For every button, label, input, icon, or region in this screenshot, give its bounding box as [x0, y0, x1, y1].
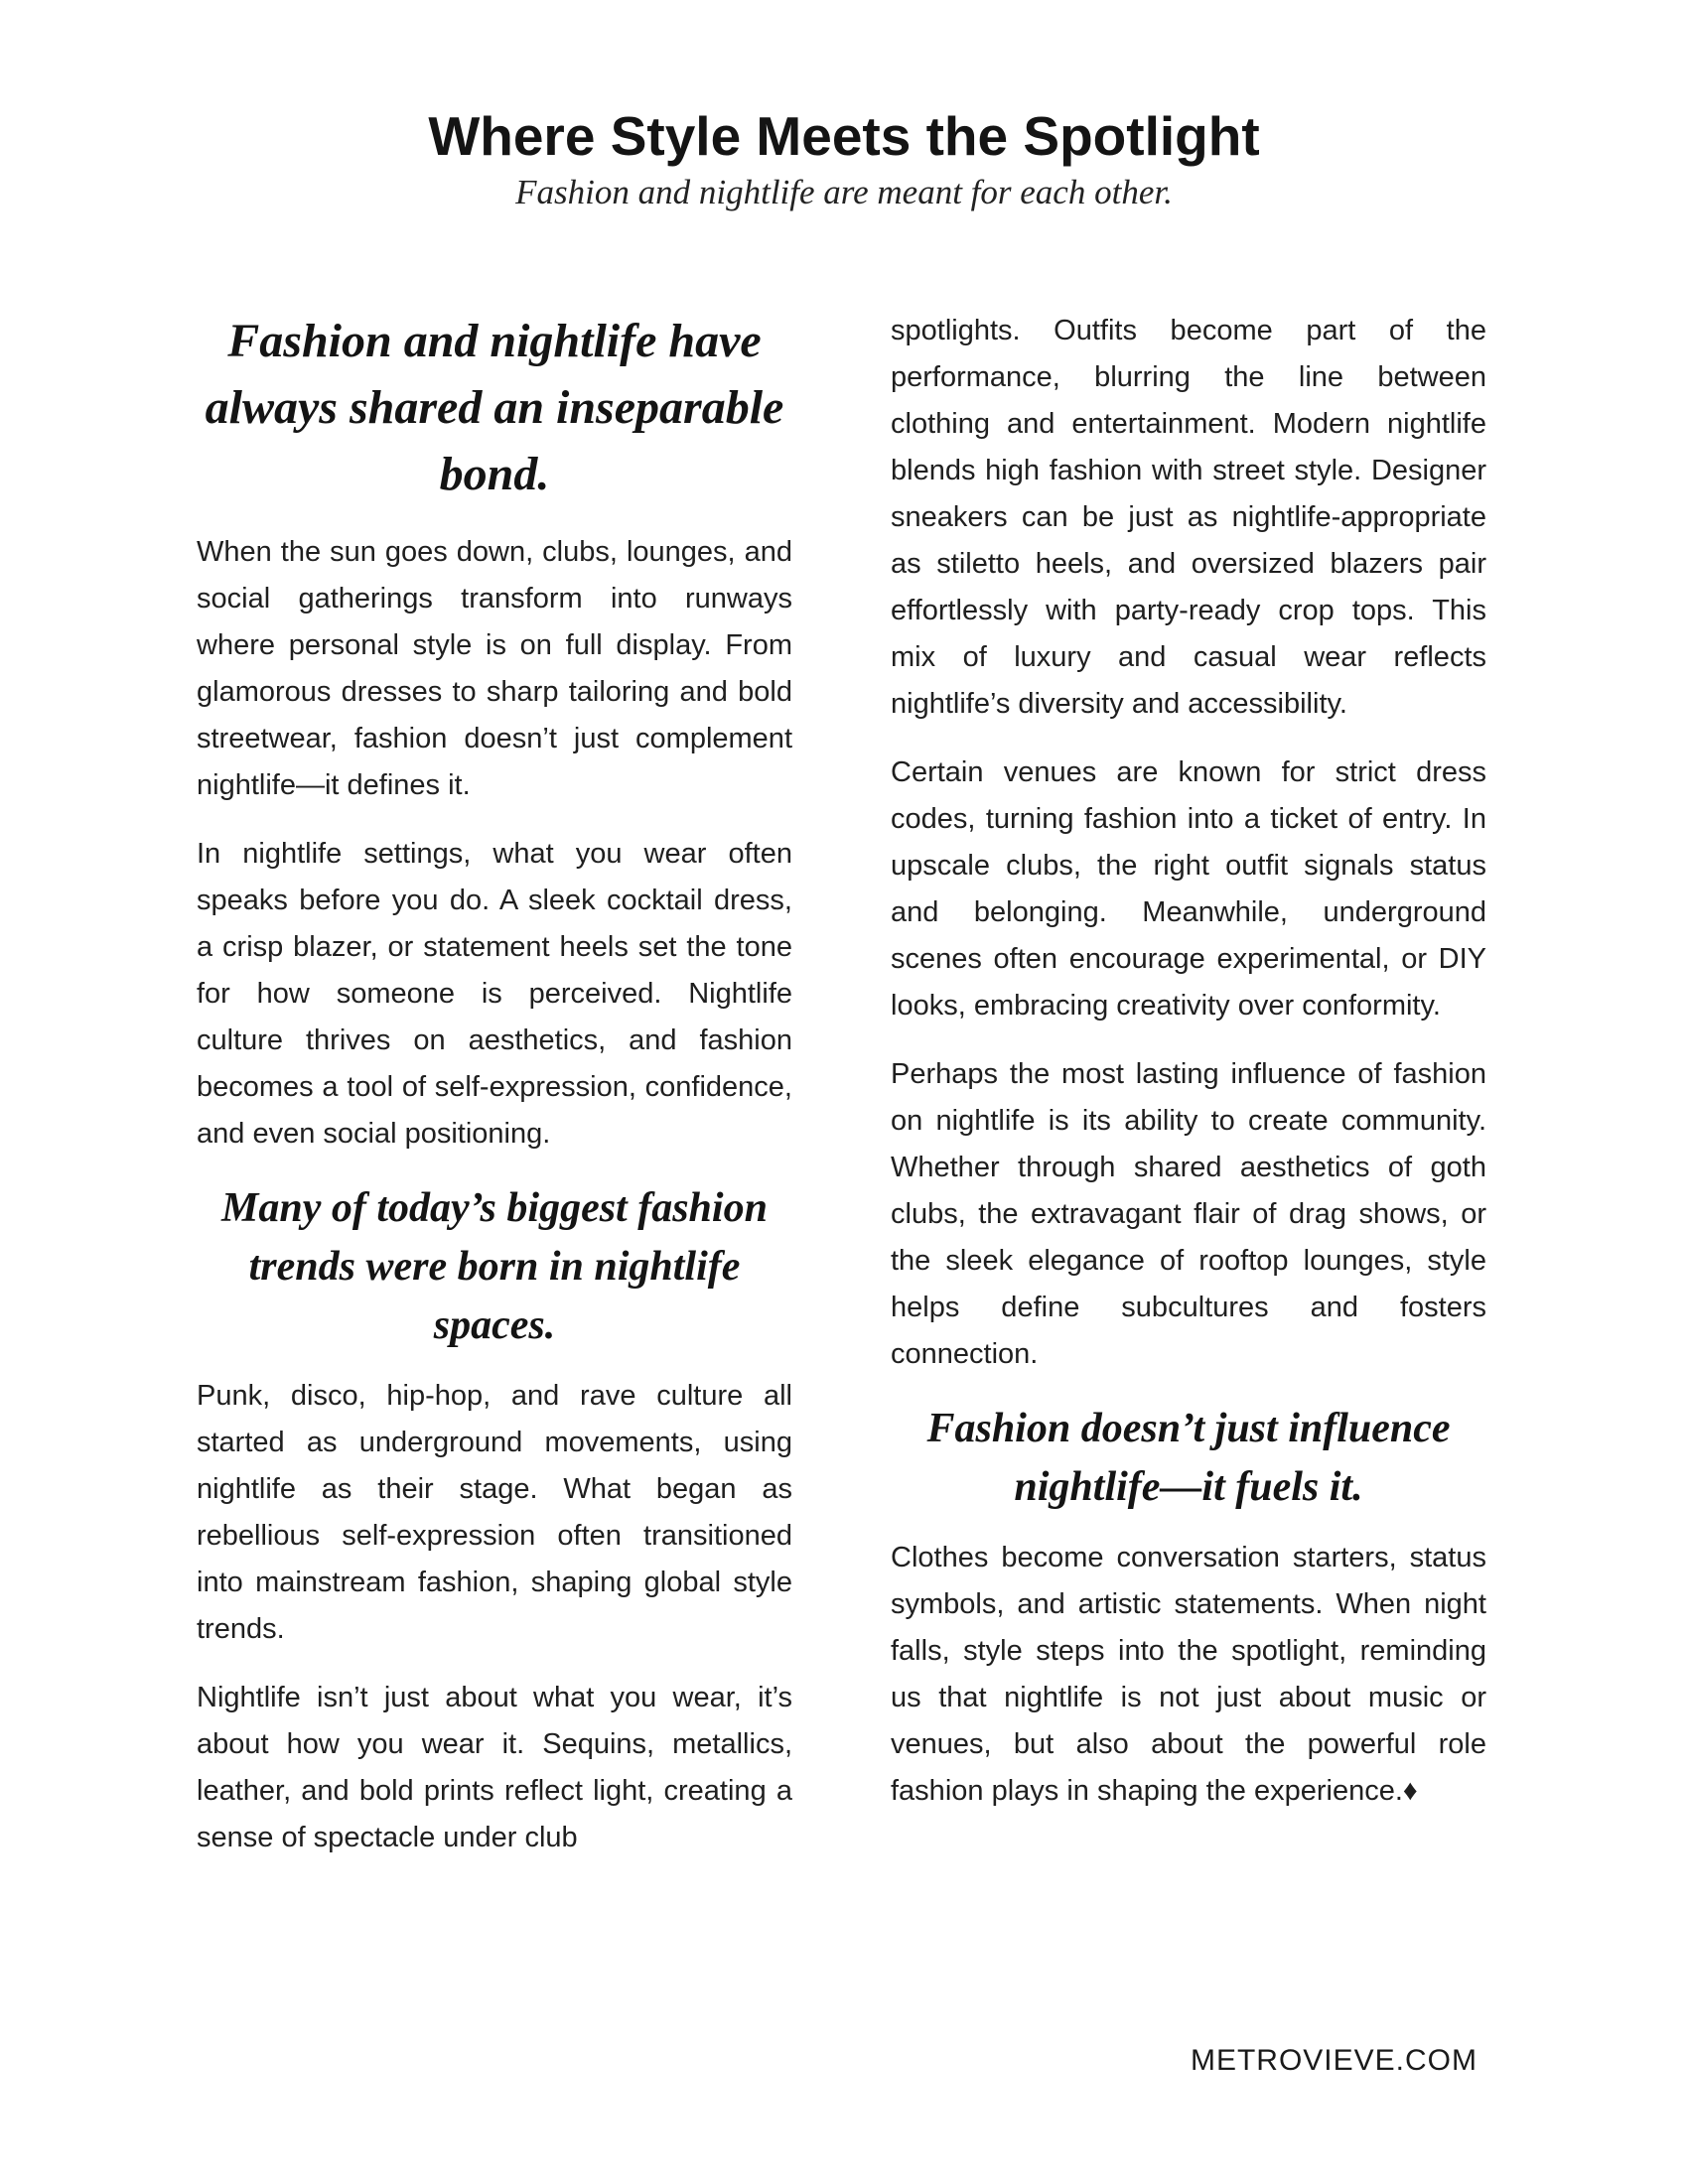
- right-column: [891, 308, 1486, 1837]
- footer-site-url: METROVIEVE.COM: [1190, 2044, 1477, 2077]
- paragraph-7: Perhaps the most lasting influence of fashion on nightlife is its ability to create community. Whether through shared aesthetics of goth clubs, the extravagant flair of drag shows, or the sleek elegance of rooftop lounges, style helps define subcultures and fosters connection.: [891, 1058, 1486, 1370]
- article-title: Where Style Meets the Spotlight: [428, 105, 1260, 167]
- paragraph-4: Nightlife isn’t just about what you wear, it’s about how you wear it. Sequins, metallics, leather, and bold prints reflect light, creating a sense of spectacle under club: [197, 1682, 792, 1853]
- paragraph-3: Punk, disco, hip-hop, and rave culture all started as underground movements, using nightlife as their stage. What began as rebellious self-expression often transitioned into mainstream fashion, shaping global style trends.: [197, 1380, 792, 1645]
- paragraph-6: Certain venues are known for strict dress codes, turning fashion into a ticket of entry. In upscale clubs, the right outfit signals status and belonging. Meanwhile, underground scenes often encourage experimental, or DIY looks, embracing creativity over conformity.: [891, 756, 1486, 1022]
- paragraph-2: In nightlife settings, what you wear often speaks before you do. A sleek cocktail dress, a crisp blazer, or statement heels set the tone for how someone is perceived. Nightlife culture thrives on aesthetics, and fashion becomes a tool of self-expression, confidence, and even social positioning.: [197, 838, 792, 1150]
- article-header: [0, 103, 1688, 214]
- pull-quote-1: Fashion and nightlife have always shared an inseparable bond.: [205, 315, 784, 500]
- paragraph-1: When the sun goes down, clubs, lounges, and social gatherings transform into runways where personal style is on full display. From glamorous dresses to sharp tailoring and bold streetwear, fashion doesn’t just complement nightlife—it defines it.: [197, 536, 792, 801]
- article-subtitle: Fashion and nightlife are meant for each other.: [515, 173, 1173, 211]
- pull-quote-3: Fashion doesn’t just influence nightlife—it fuels it.: [926, 1406, 1451, 1510]
- left-column: [197, 308, 792, 1883]
- paragraph-5: spotlights. Outfits become part of the performance, blurring the line between clothing and entertainment. Modern nightlife blends high fashion with street style. Designer sneakers can be just as nightlife-appropriate as stiletto heels, and oversized blazers pair effortlessly with party-ready crop tops. This mix of luxury and casual wear reflects nightlife’s diversity and accessibility.: [891, 315, 1486, 720]
- pull-quote-2: Many of today’s biggest fashion trends were born in nightlife spaces.: [221, 1185, 768, 1348]
- paragraph-8: Clothes become conversation starters, status symbols, and artistic statements. When night falls, style steps into the spotlight, reminding us that nightlife is not just about music or venues, but also about the powerful role fashion plays in shaping the experience.♦: [891, 1542, 1486, 1807]
